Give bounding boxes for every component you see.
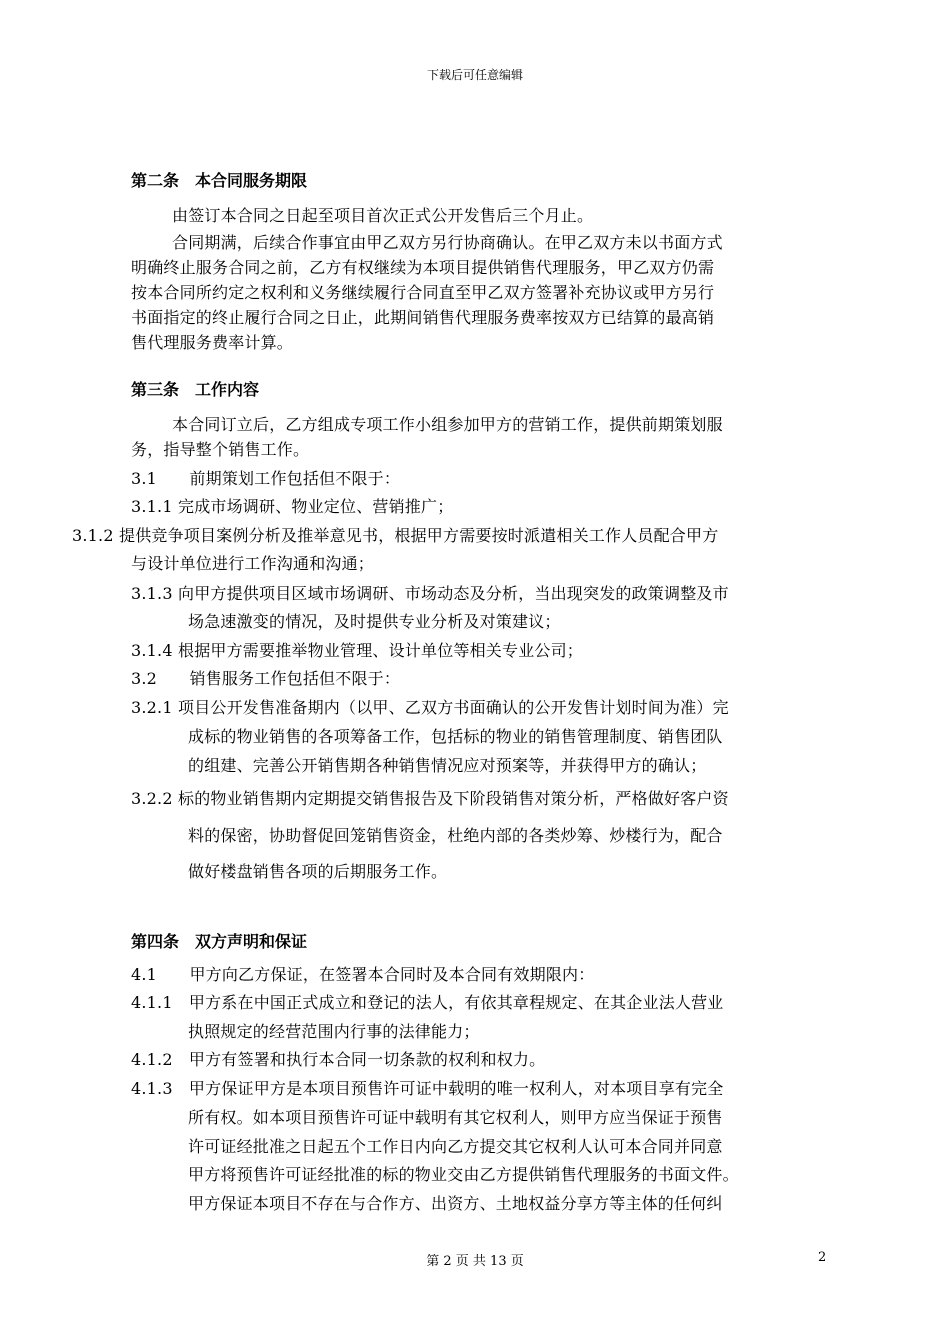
section-4-line: 甲方保证本项目不存在与合作方、出资方、土地权益分享方等主体的任何纠 xyxy=(188,1194,723,1213)
page-number: 2 xyxy=(818,1250,827,1265)
page-header: 下载后可任意编辑 xyxy=(426,68,523,82)
section-4-line: 所有权。如本项目预售许可证中载明有其它权利人，则甲方应当保证于预售 xyxy=(188,1108,723,1127)
section-3-line: 与设计单位进行工作沟通和沟通； xyxy=(131,554,375,573)
section-2-line: 由签订本合同之日起至项目首次正式公开发售后三个月止。 xyxy=(172,206,594,225)
section-3-line: 场急速激变的情况，及时提供专业分析及对策建议； xyxy=(188,612,561,631)
section-3-line: 做好楼盘销售各项的后期服务工作。 xyxy=(188,862,448,881)
section-3-line: 3.1 前期策划工作包括但不限于： xyxy=(131,469,401,488)
section-3-line: 3.1.1 完成市场调研、物业定位、营销推广； xyxy=(131,497,454,516)
section-4-title: 第四条 双方声明和保证 xyxy=(131,932,308,951)
page-footer: 第 2 页 共 13 页 xyxy=(426,1254,524,1269)
section-3-line: 成标的物业销售的各项筹备工作，包括标的物业的销售管理制度、销售团队 xyxy=(188,727,723,746)
section-3-line: 务，指导整个销售工作。 xyxy=(131,440,310,459)
section-2-line: 售代理服务费率计算。 xyxy=(131,333,294,352)
section-2-line: 按本合同所约定之权利和义务继续履行合同直至甲乙双方签署补充协议或甲方另行 xyxy=(131,283,715,302)
section-4-line: 甲方将预售许可证经批准的标的物业交由乙方提供销售代理服务的书面文件。 xyxy=(188,1165,739,1184)
section-4-line: 4.1.1 甲方系在中国正式成立和登记的法人，有依其章程规定、在其企业法人营业 xyxy=(131,993,724,1012)
section-4-line: 4.1.3 甲方保证甲方是本项目预售许可证中载明的唯一权利人，对本项目享有完全 xyxy=(131,1079,724,1098)
section-3-line: 料的保密，协助督促回笼销售资金，杜绝内部的各类炒筹、炒楼行为，配合 xyxy=(188,826,723,845)
section-2-title: 第二条 本合同服务期限 xyxy=(131,171,308,190)
section-2-line: 书面指定的终止履行合同之日止，此期间销售代理服务费率按双方已结算的最高销 xyxy=(131,308,715,327)
section-3-line: 3.1.3 向甲方提供项目区域市场调研、市场动态及分析，当出现突发的政策调整及市 xyxy=(131,584,729,603)
section-2-line: 合同期满，后续合作事宜由甲乙双方另行协商确认。在甲乙双方未以书面方式 xyxy=(172,233,723,252)
section-4-line: 4.1.2 甲方有签署和执行本合同一切条款的权利和权力。 xyxy=(131,1050,546,1069)
section-3-title: 第三条 工作内容 xyxy=(131,380,260,399)
section-3-line: 3.2.2 标的物业销售期内定期提交销售报告及下阶段销售对策分析，严格做好客户资 xyxy=(131,789,729,808)
section-4-line: 执照规定的经营范围内行事的法律能力； xyxy=(188,1022,480,1041)
section-4-line: 4.1 甲方向乙方保证，在签署本合同时及本合同有效期限内： xyxy=(131,965,595,984)
section-3-line: 3.1.4 根据甲方需要推举物业管理、设计单位等相关专业公司； xyxy=(131,641,583,660)
section-3-line: 3.1.2 提供竞争项目案例分析及推举意见书，根据甲方需要按时派遣相关工作人员配合甲方 xyxy=(72,526,719,545)
section-3-line: 3.2.1 项目公开发售准备期内（以甲、乙双方书面确认的公开发售计划时间为准）完 xyxy=(131,698,729,717)
section-3-line: 3.2 销售服务工作包括但不限于： xyxy=(131,669,401,688)
section-3-line: 本合同订立后，乙方组成专项工作小组参加甲方的营销工作，提供前期策划服 xyxy=(172,415,723,434)
section-4-line: 许可证经批准之日起五个工作日内向乙方提交其它权利人认可本合同并同意 xyxy=(188,1137,723,1156)
section-3-line: 的组建、完善公开销售期各种销售情况应对预案等，并获得甲方的确认； xyxy=(188,756,707,775)
section-2-line: 明确终止服务合同之前，乙方有权继续为本项目提供销售代理服务，甲乙双方仍需 xyxy=(131,258,715,277)
